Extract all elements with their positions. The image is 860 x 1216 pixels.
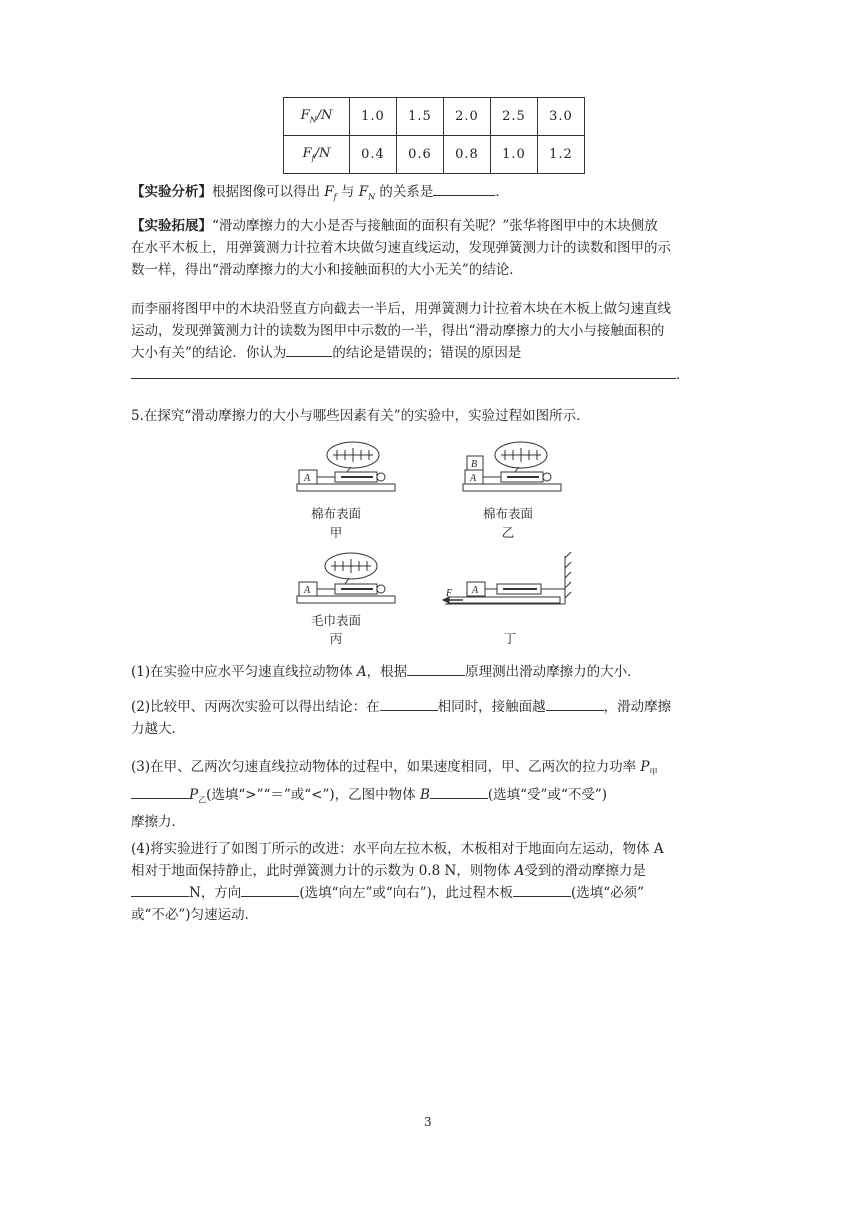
answer-blank	[131, 882, 189, 897]
block-a-label: A	[472, 585, 479, 596]
extension-text: 而李丽将图甲中的木块沿竖直方向截去一半后，用弹簧测力计拉着木块在木板上做匀速直线	[131, 301, 671, 317]
force-f-label: F	[446, 588, 453, 599]
setup-yi	[463, 442, 561, 491]
table-header-ff: $F_f/N$	[284, 136, 350, 174]
extension-text: 在水平木板上，用弹簧测力计拉着木块做匀速直线运动，发现弹簧测力计的读数和图甲的示	[131, 240, 671, 256]
block-a-label: A	[304, 473, 311, 484]
answer-blank	[131, 364, 676, 379]
table-cell: 3.0	[538, 98, 585, 136]
setup-ding	[443, 552, 571, 604]
answer-blank	[241, 882, 299, 897]
setup-bing	[297, 553, 395, 603]
table-cell: 1.5	[397, 98, 444, 136]
answer-blank	[430, 784, 488, 799]
answer-blank	[513, 882, 571, 897]
q5-text: (4)将实验进行了如图丁所示的改进：水平向左拉木板，木板相对于地面向左运动，物体 A	[131, 841, 664, 857]
var-a: A	[356, 664, 367, 680]
q5-text: 力越大．	[131, 721, 185, 737]
page-number: 3	[424, 1115, 432, 1129]
q5-text: ，根据	[366, 664, 408, 680]
q5-text: (1)在实验中应水平匀速直线拉动物体	[131, 664, 357, 680]
var-p: P	[640, 759, 650, 775]
extension-text: 数一样，得出“滑动摩擦力的大小和接触面积的大小无关”的结论．	[131, 262, 523, 278]
extension-text: 运动，发现弹簧测力计的读数为图甲中示数的一半，得出“滑动摩擦力的大小与接触面积的	[131, 323, 665, 339]
analysis-text: 根据图像可以得出	[212, 184, 325, 200]
answer-blank	[380, 696, 438, 711]
data-table	[283, 97, 585, 174]
analysis-paragraph	[131, 181, 731, 209]
caption-jia-surface: 棉布表面	[310, 506, 361, 521]
q5-text: ，滑动摩擦	[603, 699, 672, 715]
table-cell: 2.5	[491, 98, 538, 136]
analysis-text: ．	[495, 184, 509, 200]
answer-blank	[433, 181, 495, 196]
q5-text: (2)比较甲、丙两次实验可以得出结论：在	[131, 699, 380, 715]
table-cell: 0.6	[397, 136, 444, 174]
setup-jia	[297, 442, 395, 491]
table-cell: 0.8	[444, 136, 491, 174]
subscript-yi: 乙	[198, 795, 207, 805]
analysis-text: 的关系是	[375, 184, 434, 200]
extension-label: 【实验拓展】	[131, 218, 212, 234]
extension-text: 的结论是错误的；错误的原因是	[332, 345, 522, 361]
q5-sub1	[131, 661, 731, 683]
table-header-fn: $F_N/N$	[284, 98, 350, 136]
var-a: A	[514, 863, 525, 879]
table-cell: 0.4	[350, 136, 397, 174]
q5-text: (选填“必须”	[570, 885, 645, 901]
table-row	[284, 98, 585, 136]
block-a-label: A	[470, 473, 477, 484]
analysis-text: 与	[336, 184, 359, 200]
q5-text: (选填“向左”或“向右”)，此过程木板	[299, 885, 513, 901]
var-b: B	[419, 786, 430, 803]
caption-bing: 丙	[329, 631, 343, 646]
block-a-label: A	[304, 585, 311, 596]
subscript-jia: 甲	[649, 767, 658, 777]
extension-paragraph-2	[131, 298, 731, 386]
q5-text: 摩擦力．	[131, 814, 185, 831]
q5-sub4	[131, 838, 731, 926]
answer-blank	[131, 784, 189, 799]
caption-yi: 乙	[501, 525, 515, 540]
extension-text: 大小有关”的结论．你认为	[131, 345, 287, 361]
q5-sub3	[131, 756, 731, 833]
caption-jia: 甲	[329, 525, 343, 540]
q5-stem: 5.在探究“滑动摩擦力的大小与哪些因素有关”的实验中，实验过程如图所示．	[131, 408, 590, 424]
q5-text: (选填“>”“＝”或“<”)，乙图中物体	[206, 786, 420, 803]
caption-bing-surface: 毛巾表面	[310, 613, 361, 628]
extension-text: “滑动摩擦力的大小是否与接触面的面积有关呢？”张华将图甲中的木块侧放	[212, 218, 658, 234]
table-cell: 1.2	[538, 136, 585, 174]
q5-text: 受到的滑动摩擦力是	[524, 863, 646, 879]
q5-text: 相对于地面保持静止，此时弹簧测力计的示数为 0.8 N，则物体	[131, 863, 515, 879]
answer-blank	[546, 696, 604, 711]
answer-blank	[286, 342, 332, 357]
extension-text: ．	[676, 367, 690, 383]
analysis-label: 【实验分析】	[131, 184, 212, 200]
q5-text: (3)在甲、乙两次匀速直线拉动物体的过程中，如果速度相同，甲、乙两次的拉力功率	[131, 759, 641, 775]
var-fn: $F_N$	[358, 184, 376, 202]
extension-paragraph-1	[131, 215, 731, 281]
q5-text: (选填“受”或“不受”)	[487, 786, 608, 803]
q5-text: 相同时，接触面越	[437, 699, 546, 715]
table-cell: 1.0	[491, 136, 538, 174]
var-ff: $F_f$	[324, 184, 337, 202]
caption-yi-surface: 棉布表面	[482, 506, 533, 521]
q5-text: 或“不必”)匀速运动．	[131, 907, 259, 923]
q5-text: 原理测出滑动摩擦力的大小．	[465, 664, 641, 680]
table-row	[284, 136, 585, 174]
table-cell: 2.0	[444, 98, 491, 136]
answer-blank	[407, 661, 465, 676]
caption-ding: 丁	[503, 631, 517, 646]
q5-sub2	[131, 696, 731, 740]
q5-text: N，方向	[189, 885, 242, 901]
var-p: P	[189, 786, 199, 803]
table-cell: 1.0	[350, 98, 397, 136]
block-b-label: B	[471, 459, 478, 470]
